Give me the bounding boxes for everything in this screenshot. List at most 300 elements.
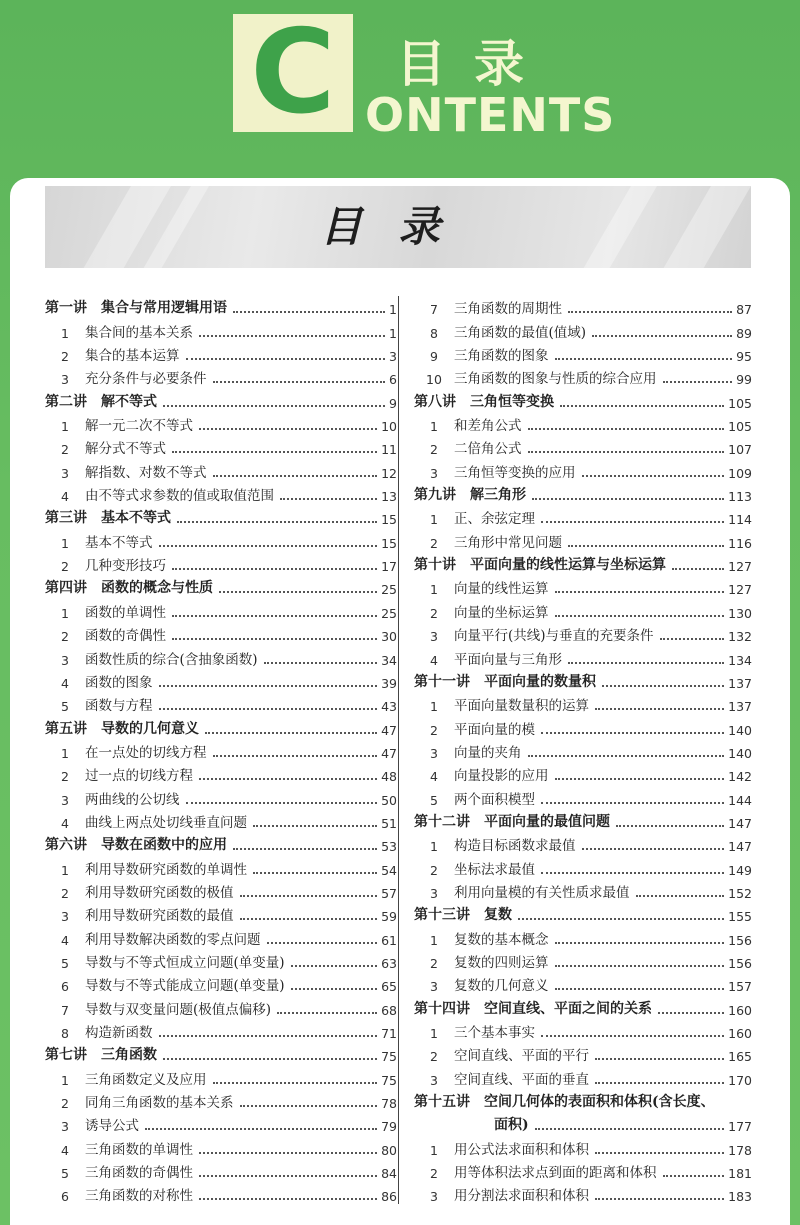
toc-entry[interactable] (45, 691, 397, 714)
dot-leader (595, 1151, 724, 1154)
toc-entry[interactable] (414, 691, 752, 714)
toc-entry-title: 正、余弦定理 (454, 511, 535, 528)
toc-lecture-entry[interactable] (414, 1111, 752, 1134)
toc-entry-title: 复数的几何意义 (454, 978, 549, 995)
toc-entry[interactable] (45, 924, 397, 947)
toc-entry-title: 三个基本事实 (454, 1025, 535, 1041)
toc-entry[interactable] (45, 317, 397, 340)
toc-entry[interactable] (45, 994, 397, 1017)
toc-lecture-entry[interactable] (414, 1088, 752, 1111)
toc-entry-title: 第十一讲 平面向量的数量积 (414, 673, 596, 690)
toc-entry-number: 1 (430, 839, 438, 855)
toc-entry-number: 2 (61, 1096, 69, 1112)
toc-entry-page: 11 (381, 442, 397, 458)
toc-entry-number: 8 (61, 1026, 69, 1041)
toc-entry-title: 三角形中常见问题 (454, 534, 562, 551)
toc-entry[interactable] (414, 434, 752, 457)
dot-leader (159, 544, 378, 547)
dot-leader (595, 1081, 724, 1084)
toc-entry-number: 1 (430, 419, 438, 435)
toc-entry-title: 二倍角公式 (454, 441, 522, 458)
toc-entry-title: 三角恒等变换的应用 (454, 464, 576, 481)
toc-entry-title: 函数的奇偶性 (85, 628, 166, 645)
toc-entry-page: 107 (728, 442, 752, 458)
toc-entry-page: 86 (381, 1189, 397, 1205)
toc-lecture-entry[interactable] (414, 387, 752, 410)
toc-entry-title: 利用导数研究函数的单调性 (85, 861, 247, 878)
toc-entry[interactable] (414, 457, 752, 480)
dot-leader (568, 661, 724, 664)
toc-entry-title: 构造新函数 (85, 1025, 153, 1041)
toc-entry-page: 132 (728, 629, 752, 645)
dot-leader (233, 310, 385, 313)
dot-leader (555, 590, 725, 593)
toc-entry-number: 6 (61, 979, 69, 995)
toc-banner (45, 186, 751, 268)
toc-entry-page: 75 (381, 1049, 397, 1065)
toc-entry-title: 平面向量数量积的运算 (454, 698, 589, 715)
toc-lecture-entry[interactable] (414, 994, 752, 1017)
dot-leader (145, 1127, 377, 1130)
toc-entry-title: 面积) (494, 1117, 529, 1134)
toc-entry-page: 183 (728, 1189, 752, 1205)
toc-entry-page: 95 (736, 349, 752, 365)
dot-leader (213, 754, 378, 757)
toc-entry-title: 第二讲 解不等式 (45, 393, 157, 410)
toc-entry[interactable] (414, 411, 752, 434)
toc-entry-page: 87 (736, 302, 752, 318)
toc-entry[interactable] (45, 481, 397, 504)
toc-entry[interactable] (45, 761, 397, 784)
dot-leader (186, 801, 378, 804)
dot-leader (240, 917, 378, 920)
toc-entry[interactable] (45, 597, 397, 620)
toc-entry[interactable] (414, 317, 752, 340)
toc-entry-page: 47 (381, 745, 397, 761)
toc-entry-number: 1 (430, 512, 438, 528)
dot-leader (213, 380, 386, 383)
dot-leader (541, 520, 724, 523)
dot-leader (199, 1197, 377, 1200)
toc-entry-page: 68 (381, 1002, 397, 1018)
toc-entry-title: 平面向量与三角形 (454, 651, 562, 668)
toc-entry-title: 和差角公式 (454, 418, 522, 435)
toc-entry-number: 4 (61, 1142, 69, 1158)
toc-entry-page: 152 (728, 885, 752, 901)
toc-entry-title: 利用向量模的有关性质求最值 (454, 884, 630, 901)
toc-entry[interactable] (45, 1064, 397, 1087)
toc-entry-title: 空间直线、平面的平行 (454, 1048, 589, 1065)
toc-entry-number: 2 (430, 862, 438, 878)
toc-entry-number: 1 (430, 1142, 438, 1158)
toc-entry-title: 第九讲 解三角形 (414, 487, 526, 504)
toc-entry-number: 1 (430, 699, 438, 715)
dot-leader (163, 1057, 377, 1060)
toc-entry[interactable] (45, 1158, 397, 1181)
toc-entry-title: 用等体积法求点到面的距离和体积 (454, 1165, 657, 1182)
dot-leader (660, 637, 725, 640)
dot-leader (213, 1081, 378, 1084)
toc-entry[interactable] (45, 1088, 397, 1111)
toc-entry[interactable] (414, 1064, 752, 1087)
toc-entry-number: 3 (430, 1072, 438, 1088)
toc-entry[interactable] (414, 831, 752, 854)
toc-entry[interactable] (45, 808, 397, 831)
toc-entry[interactable] (414, 784, 752, 807)
toc-entry-title: 几种变形技巧 (85, 558, 166, 575)
toc-entry[interactable] (45, 1134, 397, 1157)
toc-entry-number: 1 (61, 862, 69, 878)
toc-entry-number: 6 (61, 1189, 69, 1205)
dot-leader (568, 310, 732, 313)
dot-leader (636, 894, 725, 897)
toc-entry-page: 130 (728, 605, 752, 621)
toc-entry-page: 13 (381, 489, 397, 505)
toc-entry-page: 15 (381, 535, 397, 551)
dot-leader (213, 474, 378, 477)
toc-entry-number: 2 (61, 349, 69, 365)
toc-entry-number: 7 (430, 302, 438, 318)
toc-entry-title: 集合间的基本关系 (85, 324, 193, 341)
toc-entry-number: 10 (426, 372, 442, 388)
toc-entry[interactable] (45, 878, 397, 901)
toc-entry[interactable] (45, 621, 397, 644)
toc-entry-number: 2 (61, 885, 69, 901)
dot-leader (172, 567, 377, 570)
toc-entry[interactable] (45, 644, 397, 667)
toc-entry-number: 1 (61, 1072, 69, 1088)
toc-entry-page: 127 (728, 559, 752, 575)
contents-logo (233, 5, 353, 140)
toc-entry-page: 61 (381, 932, 397, 948)
toc-entry-number: 4 (61, 932, 69, 948)
toc-entry-page: 105 (728, 419, 752, 435)
dot-leader (555, 614, 725, 617)
toc-lecture-entry[interactable] (414, 668, 752, 691)
header-title-cn: 目录 (396, 35, 552, 93)
dot-leader (280, 497, 377, 500)
toc-entry[interactable] (414, 644, 752, 667)
toc-title: 目录 (319, 202, 476, 251)
toc-entry[interactable] (414, 924, 752, 947)
toc-entry[interactable] (45, 411, 397, 434)
toc-entry-page: 116 (728, 535, 752, 551)
dot-leader (277, 1011, 377, 1014)
toc-entry[interactable] (45, 971, 397, 994)
toc-entry-title: 解指数、对数不等式 (85, 464, 207, 481)
toc-entry-page: 59 (381, 909, 397, 925)
toc-entry-number: 2 (61, 769, 69, 785)
toc-entry-number: 5 (61, 955, 69, 971)
toc-entry[interactable] (45, 527, 397, 550)
toc-entry-page: 80 (381, 1142, 397, 1158)
toc-entry-page: 43 (381, 699, 397, 715)
toc-entry-page: 10 (381, 419, 397, 435)
toc-entry-title: 两个面积模型 (454, 791, 535, 808)
toc-entry[interactable] (414, 854, 752, 877)
toc-entry-number: 1 (61, 419, 69, 435)
toc-entry-page: 1 (389, 325, 397, 341)
toc-column-right (414, 294, 752, 1204)
toc-lecture-entry[interactable] (45, 574, 397, 597)
toc-entry[interactable] (414, 527, 752, 550)
toc-entry[interactable] (45, 364, 397, 387)
toc-entry-title: 充分条件与必要条件 (85, 371, 207, 388)
dot-leader (541, 731, 724, 734)
toc-entry-number: 1 (430, 932, 438, 948)
toc-entry[interactable] (414, 738, 752, 761)
toc-entry-title: 构造目标函数求最值 (454, 838, 576, 855)
dot-leader (291, 987, 378, 990)
toc-entry[interactable] (45, 551, 397, 574)
toc-entry-title: 第十讲 平面向量的线性运算与坐标运算 (414, 557, 666, 574)
dot-leader (555, 964, 725, 967)
toc-entry-number: 1 (61, 535, 69, 551)
toc-entry-page: 6 (389, 372, 397, 388)
toc-entry[interactable] (45, 1111, 397, 1134)
toc-entry[interactable] (45, 434, 397, 457)
dot-leader (159, 684, 378, 687)
toc-entry[interactable] (414, 1181, 752, 1204)
dot-leader (172, 637, 377, 640)
toc-entry-page: 63 (381, 955, 397, 971)
toc-entry-number: 2 (61, 559, 69, 575)
dot-leader (199, 334, 385, 337)
toc-entry-number: 3 (430, 629, 438, 645)
dot-leader (555, 987, 725, 990)
toc-entry[interactable] (414, 364, 752, 387)
toc-lecture-entry[interactable] (45, 294, 397, 317)
toc-entry-number: 3 (61, 652, 69, 668)
toc-entry-number: 2 (430, 955, 438, 971)
toc-entry-title: 诱导公式 (85, 1118, 139, 1135)
toc-entry-number: 3 (430, 979, 438, 995)
dot-leader (253, 824, 377, 827)
toc-entry[interactable] (45, 341, 397, 364)
toc-entry-page: 155 (728, 909, 752, 925)
toc-entry-title: 复数的基本概念 (454, 931, 549, 948)
dot-leader (163, 404, 385, 407)
toc-entry-page: 50 (381, 792, 397, 808)
toc-entry-page: 157 (728, 979, 752, 995)
toc-entry-number: 5 (61, 1166, 69, 1182)
toc-entry-number: 9 (430, 349, 438, 365)
toc-entry-number: 2 (430, 1166, 438, 1182)
dot-leader (186, 357, 386, 360)
toc-entry-page: 30 (381, 629, 397, 645)
toc-entry-title: 向量的夹角 (454, 744, 522, 761)
dot-leader (291, 964, 378, 967)
toc-entry[interactable] (414, 294, 752, 317)
dot-leader (219, 590, 377, 593)
toc-entry-page: 15 (381, 512, 397, 528)
toc-entry-number: 3 (430, 1189, 438, 1205)
dot-leader (172, 450, 377, 453)
toc-entry[interactable] (45, 784, 397, 807)
toc-lecture-entry[interactable] (414, 551, 752, 574)
toc-entry-page: 57 (381, 885, 397, 901)
toc-entry-page: 149 (728, 862, 752, 878)
toc-entry-title: 三角函数的对称性 (85, 1188, 193, 1205)
toc-entry[interactable] (414, 761, 752, 784)
toc-entry[interactable] (45, 457, 397, 480)
toc-entry[interactable] (414, 1018, 752, 1041)
toc-entry-title: 向量的坐标运算 (454, 604, 549, 621)
toc-entry[interactable] (414, 1041, 752, 1064)
toc-entry[interactable] (414, 971, 752, 994)
toc-entry-page: 178 (728, 1142, 752, 1158)
toc-entry-title: 第四讲 函数的概念与性质 (45, 580, 213, 597)
toc-entry-title: 用分割法求面积和体积 (454, 1188, 589, 1205)
toc-entry[interactable] (414, 714, 752, 737)
toc-entry-title: 第八讲 三角恒等变换 (414, 393, 554, 410)
toc-entry-page: 134 (728, 652, 752, 668)
toc-entry-title: 第三讲 基本不等式 (45, 510, 171, 527)
toc-entry[interactable] (414, 574, 752, 597)
toc-entry-title: 利用导数研究函数的最值 (85, 908, 234, 925)
toc-entry[interactable] (45, 854, 397, 877)
toc-entry-title: 函数的图象 (85, 674, 153, 691)
toc-entry-number: 1 (61, 325, 69, 341)
dot-leader (159, 707, 378, 710)
toc-entry-page: 160 (728, 1026, 752, 1041)
toc-entry-page: 65 (381, 979, 397, 995)
toc-entry[interactable] (45, 948, 397, 971)
toc-entry[interactable] (414, 1158, 752, 1181)
toc-entry-page: 1 (389, 302, 397, 318)
toc-entry-title: 坐标法求最值 (454, 861, 535, 878)
dot-leader (582, 847, 725, 850)
toc-entry-page: 25 (381, 582, 397, 598)
dot-leader (658, 1011, 724, 1014)
toc-entry-number: 4 (61, 815, 69, 831)
toc-lecture-entry[interactable] (45, 504, 397, 527)
toc-column-left (45, 294, 397, 1204)
toc-entry-title: 第十四讲 空间直线、平面之间的关系 (414, 1000, 652, 1017)
toc-entry[interactable] (414, 341, 752, 364)
dot-leader (240, 1104, 378, 1107)
toc-entry-title: 向量投影的应用 (454, 768, 549, 785)
toc-entry-number: 4 (430, 769, 438, 785)
toc-entry-page: 3 (389, 349, 397, 365)
toc-entry-number: 4 (61, 489, 69, 505)
toc-lecture-entry[interactable] (45, 831, 397, 854)
toc-entry-number: 3 (61, 465, 69, 481)
toc-entry-title: 导数与不等式能成立问题(单变量) (85, 978, 285, 995)
toc-entry-number: 5 (61, 699, 69, 715)
toc-entry-page: 78 (381, 1096, 397, 1112)
toc-lecture-entry[interactable] (45, 387, 397, 410)
toc-entry-page: 51 (381, 815, 397, 831)
dot-leader (582, 474, 725, 477)
toc-entry-title: 三角函数的图象与性质的综合应用 (454, 371, 657, 388)
toc-entry-title: 导数与不等式恒成立问题(单变量) (85, 954, 285, 971)
toc-entry-title: 由不等式求参数的值或取值范围 (85, 488, 274, 505)
toc-entry-title: 利用导数解决函数的零点问题 (85, 931, 261, 948)
toc-entry[interactable] (414, 621, 752, 644)
toc-entry-number: 1 (61, 605, 69, 621)
toc-entry[interactable] (414, 504, 752, 527)
dot-leader (672, 567, 724, 570)
toc-entry[interactable] (45, 1018, 397, 1041)
toc-entry-page: 47 (381, 722, 397, 738)
toc-entry-page: 144 (728, 792, 752, 808)
toc-entry-title: 解分式不等式 (85, 441, 166, 458)
toc-entry-page: 170 (728, 1072, 752, 1088)
toc-entry-number: 2 (430, 535, 438, 551)
toc-entry[interactable] (45, 738, 397, 761)
toc-entry-title: 第十二讲 平面向量的最值问题 (414, 813, 610, 830)
toc-entry-number: 3 (61, 372, 69, 388)
dot-leader (205, 731, 377, 734)
toc-entry-page: 181 (728, 1166, 752, 1182)
toc-entry-page: 140 (728, 722, 752, 738)
toc-entry-title: 同角三角函数的基本关系 (85, 1095, 234, 1112)
toc-entry-page: 156 (728, 932, 752, 948)
toc-entry-title: 解一元二次不等式 (85, 418, 193, 435)
toc-entry-page: 137 (728, 699, 752, 715)
toc-entry-number: 2 (430, 442, 438, 458)
header-title-en: ONTENTS (365, 88, 616, 142)
toc-entry[interactable] (45, 668, 397, 691)
toc-lecture-entry[interactable] (414, 901, 752, 924)
toc-entry[interactable] (414, 597, 752, 620)
toc-entry-number: 2 (61, 442, 69, 458)
toc-entry[interactable] (45, 901, 397, 924)
dot-leader (616, 824, 724, 827)
dot-leader (592, 334, 732, 337)
toc-lecture-entry[interactable] (414, 481, 752, 504)
dot-leader (177, 520, 377, 523)
toc-lecture-entry[interactable] (414, 808, 752, 831)
toc-entry-page: 140 (728, 745, 752, 761)
toc-entry-number: 1 (430, 1026, 438, 1041)
toc-entry-page: 9 (389, 395, 397, 411)
dot-leader (602, 684, 724, 687)
toc-entry-title: 两曲线的公切线 (85, 791, 180, 808)
toc-entry[interactable] (414, 948, 752, 971)
toc-lecture-entry[interactable] (45, 1041, 397, 1064)
toc-card (10, 178, 790, 1225)
column-divider (398, 296, 399, 1204)
toc-entry-title: 函数与方程 (85, 698, 153, 715)
toc-entry-title: 向量平行(共线)与垂直的充要条件 (454, 628, 654, 645)
toc-entry-title: 复数的四则运算 (454, 954, 549, 971)
toc-entry[interactable] (45, 1181, 397, 1204)
toc-entry[interactable] (414, 878, 752, 901)
toc-entry-page: 156 (728, 955, 752, 971)
toc-entry-title: 第六讲 导数在函数中的应用 (45, 837, 227, 854)
toc-entry-page: 160 (728, 1002, 752, 1018)
dot-leader (595, 707, 724, 710)
toc-entry-title: 用公式法求面积和体积 (454, 1141, 589, 1158)
toc-entry-title: 基本不等式 (85, 534, 153, 551)
dot-leader (541, 801, 724, 804)
toc-entry[interactable] (414, 1134, 752, 1157)
toc-entry-page: 53 (381, 839, 397, 855)
toc-entry-number: 4 (61, 675, 69, 691)
toc-entry-page: 12 (381, 465, 397, 481)
toc-entry-title: 第五讲 导数的几何意义 (45, 720, 199, 737)
toc-entry-number: 5 (430, 792, 438, 808)
toc-entry-page: 39 (381, 675, 397, 691)
dot-leader (172, 614, 377, 617)
toc-lecture-entry[interactable] (45, 714, 397, 737)
toc-entry-page: 48 (381, 769, 397, 785)
toc-entry-title: 曲线上两点处切线垂直问题 (85, 814, 247, 831)
toc-entry-title: 空间直线、平面的垂直 (454, 1071, 589, 1088)
toc-entry-number: 3 (61, 1119, 69, 1135)
